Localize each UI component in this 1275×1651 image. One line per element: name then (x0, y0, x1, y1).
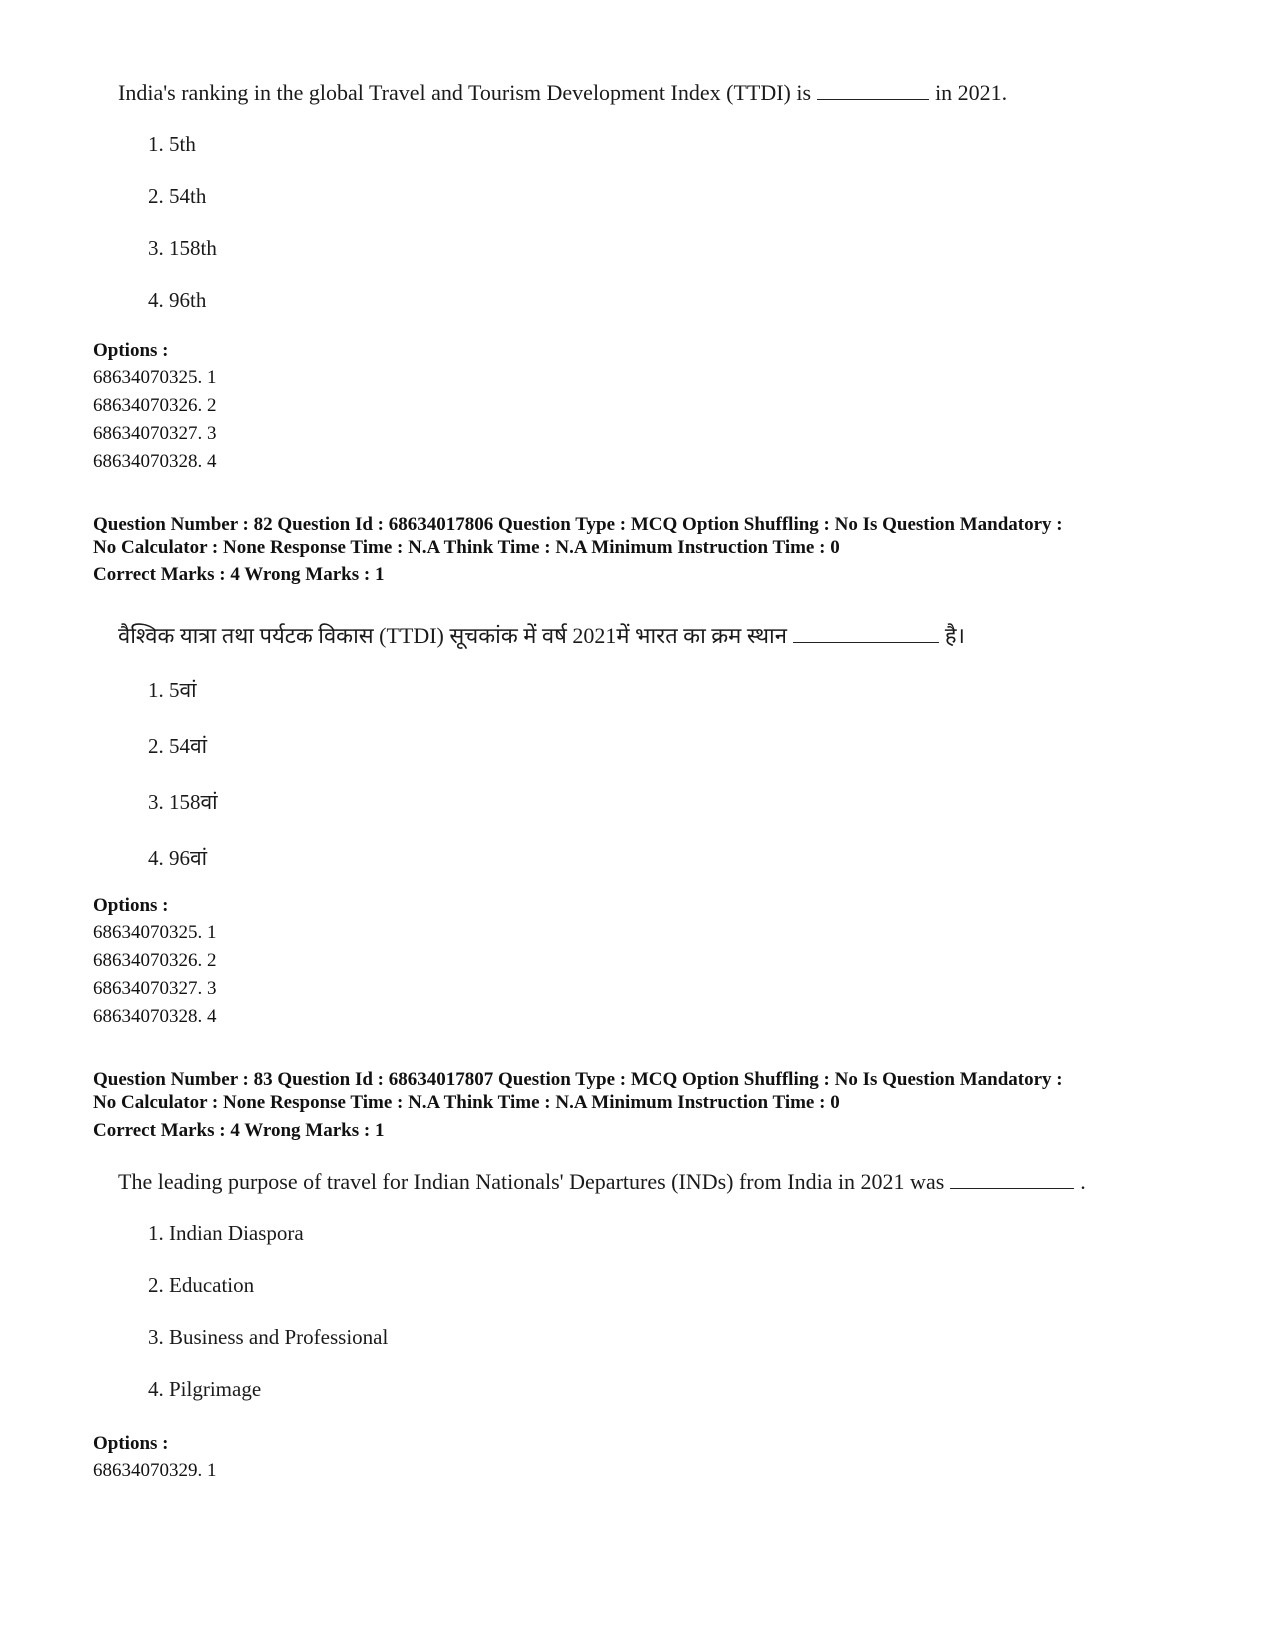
question-text (118, 1169, 1086, 1195)
choice-4: 4. 96th (148, 288, 207, 312)
question-text-before: वैश्विक यात्रा तथा पर्यटक विकास (TTDI) सूचकांक में वर्ष 2021में भारत का क्रम स्थान (118, 623, 787, 648)
question-meta-line: Question Number : 83 Question Id : 68634017807 Question Type : MCQ Option Shuffling : No Is Question Mandatory : (93, 1069, 1063, 1090)
choice-1: 1. 5वां (148, 678, 197, 702)
option-id-line: 68634070325. 1 (93, 922, 217, 943)
marks-line: Correct Marks : 4 Wrong Marks : 1 (93, 1120, 385, 1141)
options-label: Options : (93, 895, 169, 916)
question-text (118, 80, 1007, 106)
option-id-line: 68634070325. 1 (93, 367, 217, 388)
choice-2: 2. 54th (148, 184, 207, 208)
choice-3: 3. Business and Professional (148, 1325, 389, 1349)
question-meta-line: No Calculator : None Response Time : N.A Think Time : N.A Minimum Instruction Time : 0 (93, 1092, 840, 1113)
question-meta-line: Question Number : 82 Question Id : 68634017806 Question Type : MCQ Option Shuffling : No Is Question Mandatory : (93, 514, 1063, 535)
option-id-line: 68634070326. 2 (93, 950, 217, 971)
marks-line: Correct Marks : 4 Wrong Marks : 1 (93, 564, 385, 585)
option-id-line: 68634070329. 1 (93, 1460, 217, 1481)
question-text-after: है। (944, 623, 965, 648)
choice-3: 3. 158th (148, 236, 217, 260)
answer-blank (817, 98, 929, 100)
option-id-line: 68634070327. 3 (93, 423, 217, 444)
choice-2: 2. Education (148, 1273, 255, 1297)
question-text-before: India's ranking in the global Travel and Tourism Development Index (TTDI) is (118, 80, 812, 105)
option-id-line: 68634070327. 3 (93, 978, 217, 999)
question-text-before: The leading purpose of travel for Indian Nationals' Departures (INDs) from India in 2021 was (118, 1169, 945, 1194)
question-text (118, 620, 965, 650)
choice-3: 3. 158वां (148, 790, 218, 814)
options-label: Options : (93, 1433, 169, 1454)
answer-blank (793, 641, 939, 643)
choice-2: 2. 54वां (148, 734, 208, 758)
options-label: Options : (93, 340, 169, 361)
option-id-line: 68634070328. 4 (93, 1006, 217, 1027)
choice-1: 1. 5th (148, 132, 196, 156)
question-meta-line: No Calculator : None Response Time : N.A Think Time : N.A Minimum Instruction Time : 0 (93, 537, 840, 558)
question-text-after: . (1080, 1169, 1086, 1194)
question-text-after: in 2021. (935, 80, 1008, 105)
choice-4: 4. Pilgrimage (148, 1377, 262, 1401)
answer-blank (950, 1187, 1074, 1189)
option-id-line: 68634070328. 4 (93, 451, 217, 472)
choice-4: 4. 96वां (148, 846, 208, 870)
option-id-line: 68634070326. 2 (93, 395, 217, 416)
choice-1: 1. Indian Diaspora (148, 1221, 304, 1245)
